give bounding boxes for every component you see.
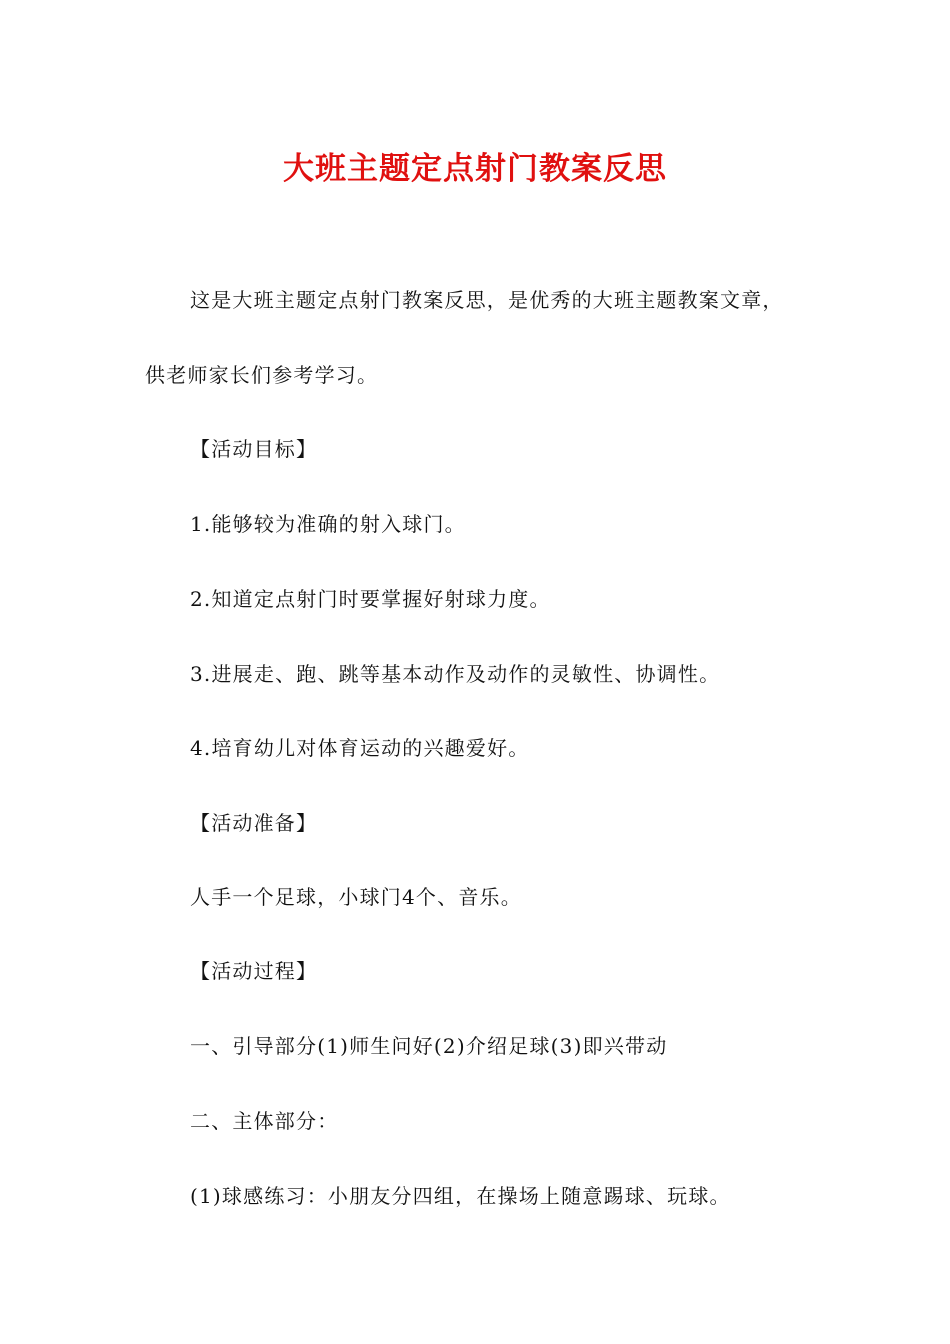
intro-paragraph-line-1: 这是大班主题定点射门教案反思，是优秀的大班主题教案文章，: [190, 288, 784, 312]
goal-item-1: 1.能够较为准确的射入球门。: [190, 512, 466, 536]
process-step-2-detail: (1)球感练习：小朋友分四组，在操场上随意踢球、玩球。: [190, 1184, 731, 1208]
goal-item-2: 2.知道定点射门时要掌握好射球力度。: [190, 587, 551, 611]
section-heading-process: 【活动过程】: [190, 959, 318, 983]
document-title: 大班主题定点射门教案反思: [283, 151, 667, 187]
section-heading-goals: 【活动目标】: [190, 437, 318, 461]
goal-item-4: 4.培育幼儿对体育运动的兴趣爱好。: [190, 736, 530, 760]
preparation-text: 人手一个足球，小球门4个、音乐。: [190, 885, 522, 909]
process-step-1: 一、引导部分(1)师生问好(2)介绍足球(3)即兴带动: [190, 1034, 668, 1058]
goal-item-3: 3.进展走、跑、跳等基本动作及动作的灵敏性、协调性。: [190, 662, 721, 686]
process-step-2: 二、主体部分：: [190, 1109, 339, 1133]
intro-paragraph-line-2: 供老师家长们参考学习。: [145, 363, 379, 387]
section-heading-preparation: 【活动准备】: [190, 811, 318, 835]
